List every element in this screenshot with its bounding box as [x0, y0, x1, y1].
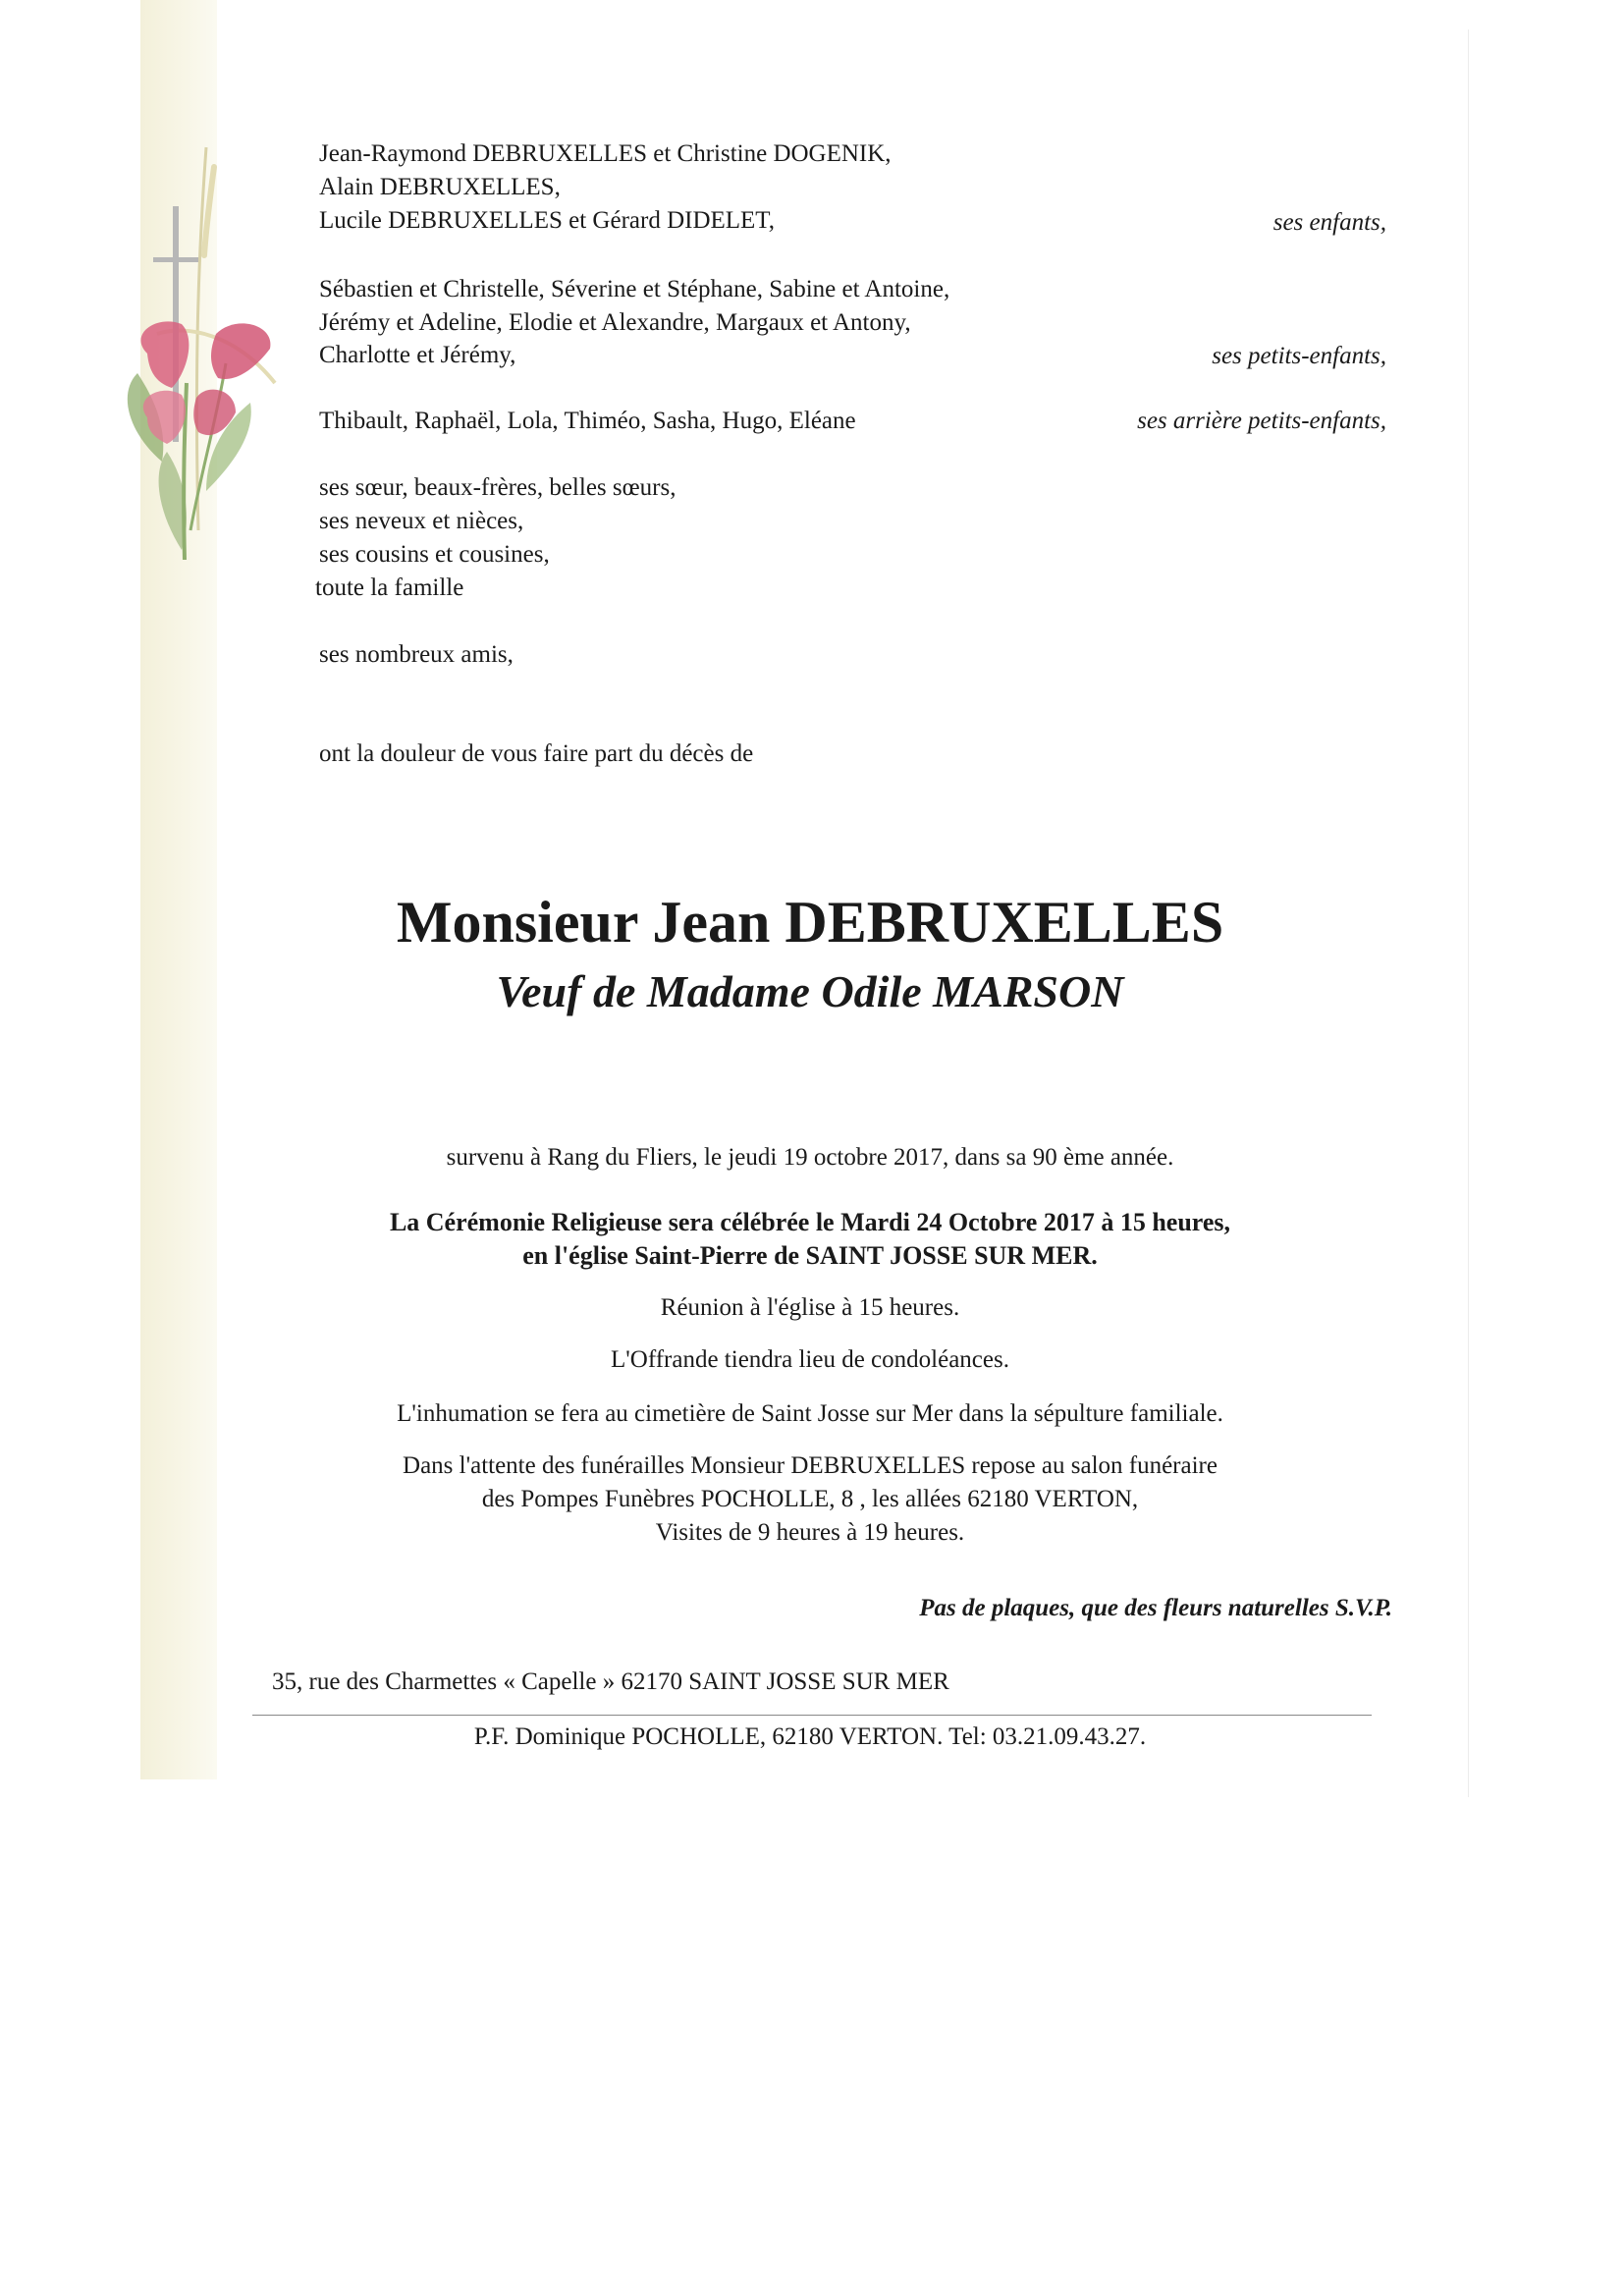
announcement-line: ont la douleur de vous faire part du décès de: [319, 740, 754, 767]
other-family-line-4: toute la famille: [315, 574, 464, 601]
other-family-line-1: ses sœur, beaux-frères, belles sœurs,: [319, 474, 677, 501]
children-line-2: Alain DEBRUXELLES,: [319, 174, 561, 200]
offering-line: L'Offrande tiendra lieu de condoléances.: [611, 1346, 1009, 1373]
great-grandchildren-line: Thibault, Raphaël, Lola, Thiméo, Sasha, Hugo, Eléane: [319, 408, 856, 434]
burial-line: L'inhumation se fera au cimetière de Saint Josse sur Mer dans la sépulture familiale.: [397, 1400, 1223, 1427]
rest-line-2: des Pompes Funèbres POCHOLLE, 8 , les allées 62180 VERTON,: [481, 1486, 1139, 1512]
deceased-name: Monsieur Jean DEBRUXELLES: [396, 890, 1224, 955]
grandchildren-relation: ses petits-enfants,: [1212, 343, 1386, 369]
other-family-line-2: ses neveux et nièces,: [319, 508, 524, 534]
address-line: 35, rue des Charmettes « Capelle » 62170 SAINT JOSSE SUR MER: [272, 1668, 949, 1695]
meeting-line: Réunion à l'église à 15 heures.: [660, 1294, 960, 1321]
grandchildren-line-1: Sébastien et Christelle, Séverine et Stéphane, Sabine et Antoine,: [319, 276, 950, 302]
flowers-note: Pas de plaques, que des fleurs naturelles S.V.P.: [919, 1595, 1392, 1621]
ceremony-line-2: en l'église Saint-Pierre de SAINT JOSSE SUR MER.: [522, 1241, 1098, 1270]
children-relation: ses enfants,: [1272, 209, 1386, 236]
children-line-1: Jean-Raymond DEBRUXELLES et Christine DOGENIK,: [319, 140, 892, 167]
rest-line-3: Visites de 9 heures à 19 heures.: [655, 1519, 965, 1546]
other-family-line-3: ses cousins et cousines,: [319, 541, 550, 568]
great-grandchildren-relation: ses arrière petits-enfants,: [1137, 408, 1386, 434]
footer-divider: [252, 1715, 1372, 1716]
cross-and-lily-decoration-icon: [88, 137, 285, 570]
children-line-3: Lucile DEBRUXELLES et Gérard DIDELET,: [319, 207, 775, 234]
grandchildren-line-2: Jérémy et Adeline, Elodie et Alexandre, Margaux et Antony,: [319, 309, 911, 336]
ceremony-line-1: La Cérémonie Religieuse sera célébrée le Mardi 24 Octobre 2017 à 15 heures,: [389, 1208, 1231, 1236]
death-line: survenu à Rang du Fliers, le jeudi 19 octobre 2017, dans sa 90 ème année.: [446, 1144, 1174, 1171]
page-frame-line: [1468, 29, 1469, 1797]
friends-line: ses nombreux amis,: [319, 641, 514, 668]
rest-line-1: Dans l'attente des funérailles Monsieur DEBRUXELLES repose au salon funéraire: [403, 1452, 1218, 1479]
funeral-home-line: P.F. Dominique POCHOLLE, 62180 VERTON. Tel: 03.21.09.43.27.: [473, 1723, 1147, 1750]
grandchildren-line-3: Charlotte et Jérémy,: [319, 342, 516, 368]
deceased-subtitle: Veuf de Madame Odile MARSON: [496, 966, 1124, 1016]
